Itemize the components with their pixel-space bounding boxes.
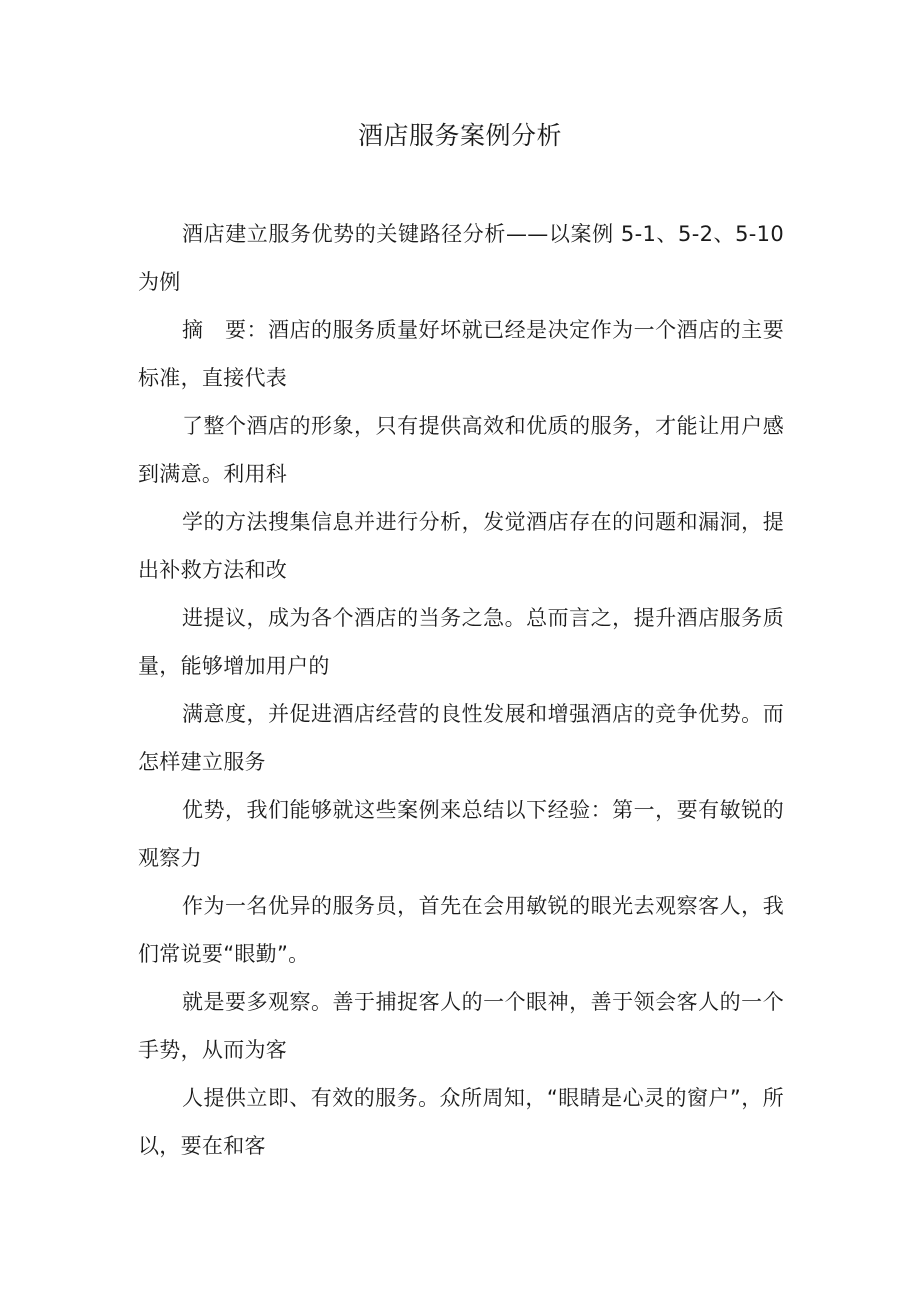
paragraph-abstract: 摘 要：酒店的服务质量好坏就已经是决定作为一个酒店的主要标准，直接代表 bbox=[138, 318, 784, 390]
paragraph-intro-heading: 酒店建立服务优势的关键路径分析——以案例 5-1、5-2、5-10 为例 bbox=[138, 222, 784, 294]
paragraph: 就是要多观察。善于捕捉客人的一个眼神，善于领会客人的一个手势，从而为客 bbox=[138, 990, 784, 1062]
paragraph: 学的方法搜集信息并进行分析，发觉酒店存在的问题和漏洞，提出补救方法和改 bbox=[138, 510, 784, 582]
paragraph: 优势，我们能够就这些案例来总结以下经验：第一，要有敏锐的观察力 bbox=[138, 798, 784, 870]
document-body bbox=[138, 210, 784, 1170]
paragraph: 进提议，成为各个酒店的当务之急。总而言之，提升酒店服务质量，能够增加用户的 bbox=[138, 606, 784, 678]
paragraph: 人提供立即、有效的服务。众所周知，“眼睛是心灵的窗户”，所以，要在和客 bbox=[138, 1086, 784, 1158]
paragraph: 了整个酒店的形象，只有提供高效和优质的服务，才能让用户感到满意。利用科 bbox=[138, 414, 784, 486]
document-title: 酒店服务案例分析 bbox=[357, 121, 562, 150]
paragraph: 满意度，并促进酒店经营的良性发展和增强酒店的竞争优势。而怎样建立服务 bbox=[138, 702, 784, 774]
paragraph: 作为一名优异的服务员，首先在会用敏锐的眼光去观察客人，我们常说要“眼勤”。 bbox=[138, 894, 784, 966]
